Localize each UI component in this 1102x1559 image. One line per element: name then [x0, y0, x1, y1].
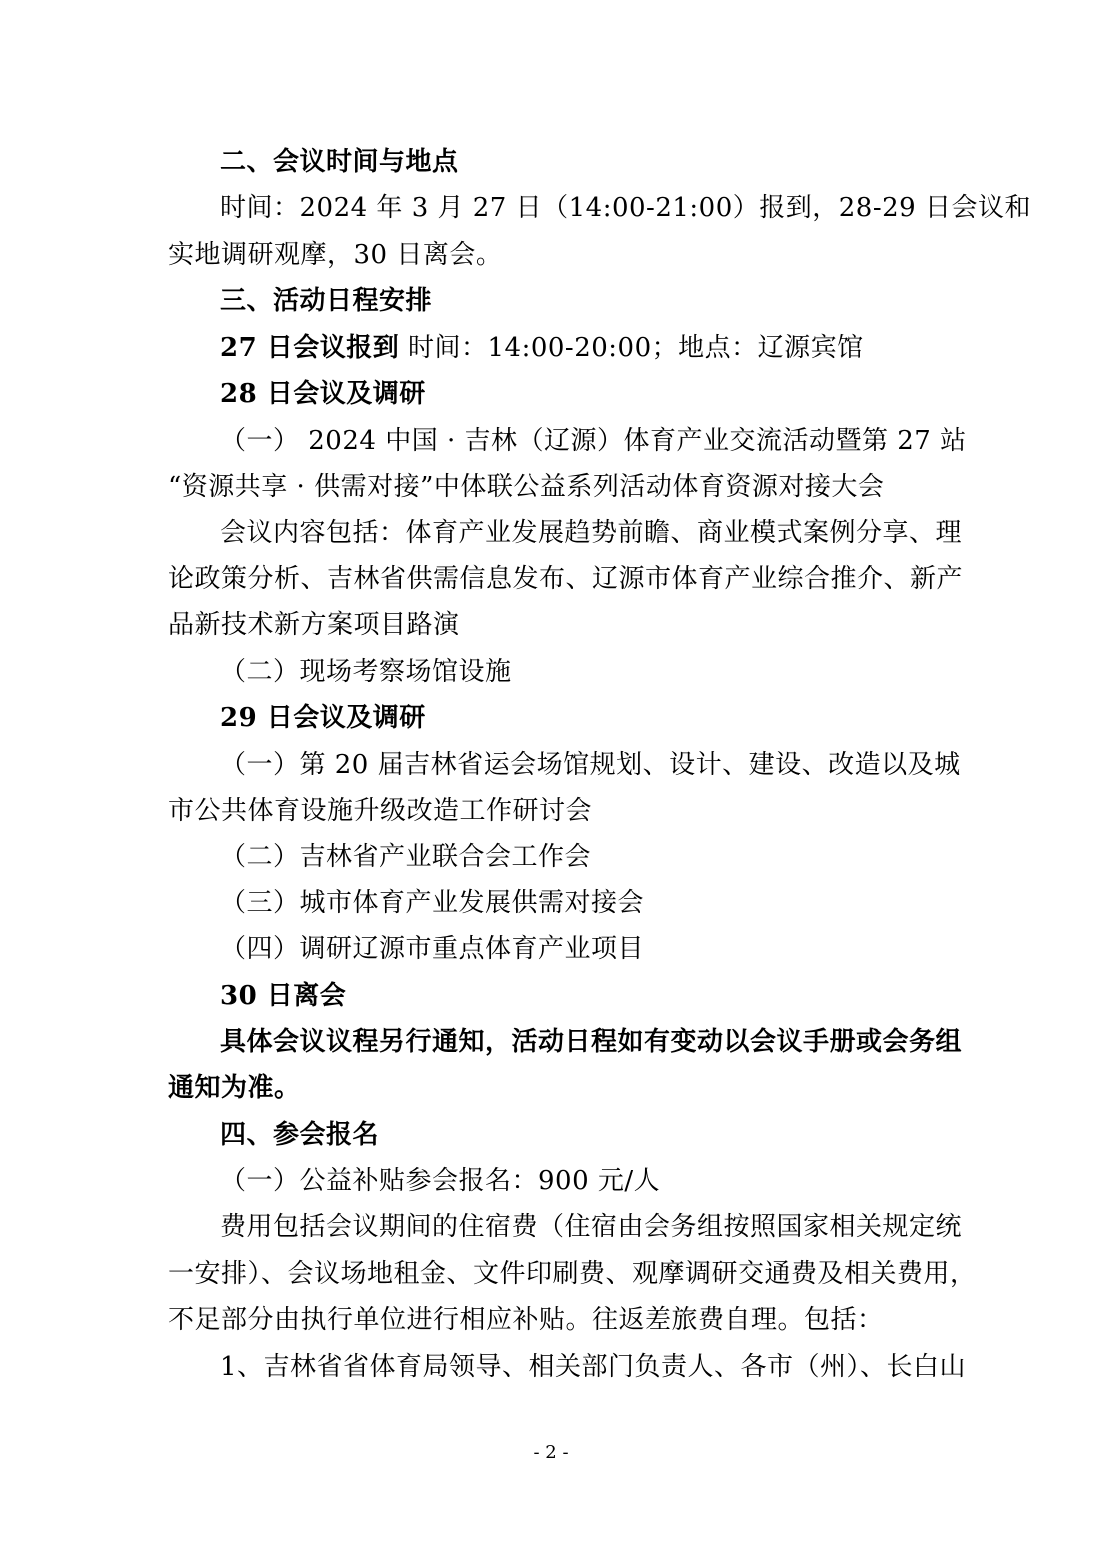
s4-list-item1: 1、吉林省省体育局领导、相关部门负责人、各市（州）、长白山: [220, 1352, 967, 1382]
section-heading-2: 二、会议时间与地点: [220, 147, 459, 177]
paragraph-time-line1: 时间：2024 年 3 月 27 日（14:00-21:00）报到，28-29 日会议和: [220, 193, 1031, 223]
day27-detail: 时间：14:00-20:00；地点：辽源宾馆: [399, 333, 864, 363]
day28-content-line1: 会议内容包括：体育产业发展趋势前瞻、商业模式案例分享、理: [220, 518, 963, 548]
s4-item1: （一）公益补贴参会报名：900 元/人: [220, 1166, 661, 1196]
day29-item2: （二）吉林省产业联合会工作会: [220, 842, 592, 872]
day28-item1-line1: （一） 2024 中国 · 吉林（辽源）体育产业交流活动暨第 27 站: [220, 426, 967, 456]
paragraph-time-line2: 实地调研观摩，30 日离会。: [168, 240, 503, 270]
notice-line2: 通知为准。: [168, 1073, 301, 1103]
day28-item1-line2: “资源共享 · 供需对接”中体联公益系列活动体育资源对接大会: [168, 472, 885, 502]
s4-fee-line2: 一安排）、会议场地租金、文件印刷费、观摩调研交通费及相关费用，: [168, 1259, 977, 1289]
s4-fee-line3: 不足部分由执行单位进行相应补贴。往返差旅费自理。包括：: [168, 1305, 884, 1335]
page-number: - 2 -: [533, 1442, 569, 1463]
day30-label: 30 日离会: [220, 981, 347, 1011]
day27-line: [220, 331, 864, 365]
day28-label: 28 日会议及调研: [220, 379, 426, 409]
day28-item2: （二）现场考察场馆设施: [220, 657, 512, 687]
day29-item3: （三）城市体育产业发展供需对接会: [220, 888, 645, 918]
notice-line1: 具体会议议程另行通知，活动日程如有变动以会议手册或会务组: [220, 1027, 963, 1057]
day28-content-line2: 论政策分析、吉林省供需信息发布、辽源市体育产业综合推介、新产: [168, 564, 964, 594]
day29-item1-line1: （一）第 20 届吉林省运会场馆规划、设计、建设、改造以及城: [220, 750, 961, 780]
day29-item4: （四）调研辽源市重点体育产业项目: [220, 934, 645, 964]
day29-item1-line2: 市公共体育设施升级改造工作研讨会: [168, 796, 593, 826]
day29-label: 29 日会议及调研: [220, 703, 426, 733]
s4-fee-line1: 费用包括会议期间的住宿费（住宿由会务组按照国家相关规定统: [220, 1212, 963, 1242]
section-heading-3: 三、活动日程安排: [220, 286, 433, 316]
day27-label: 27 日会议报到: [220, 333, 400, 363]
day28-content-line3: 品新技术新方案项目路演: [168, 610, 460, 640]
section-heading-4: 四、参会报名: [220, 1120, 380, 1150]
